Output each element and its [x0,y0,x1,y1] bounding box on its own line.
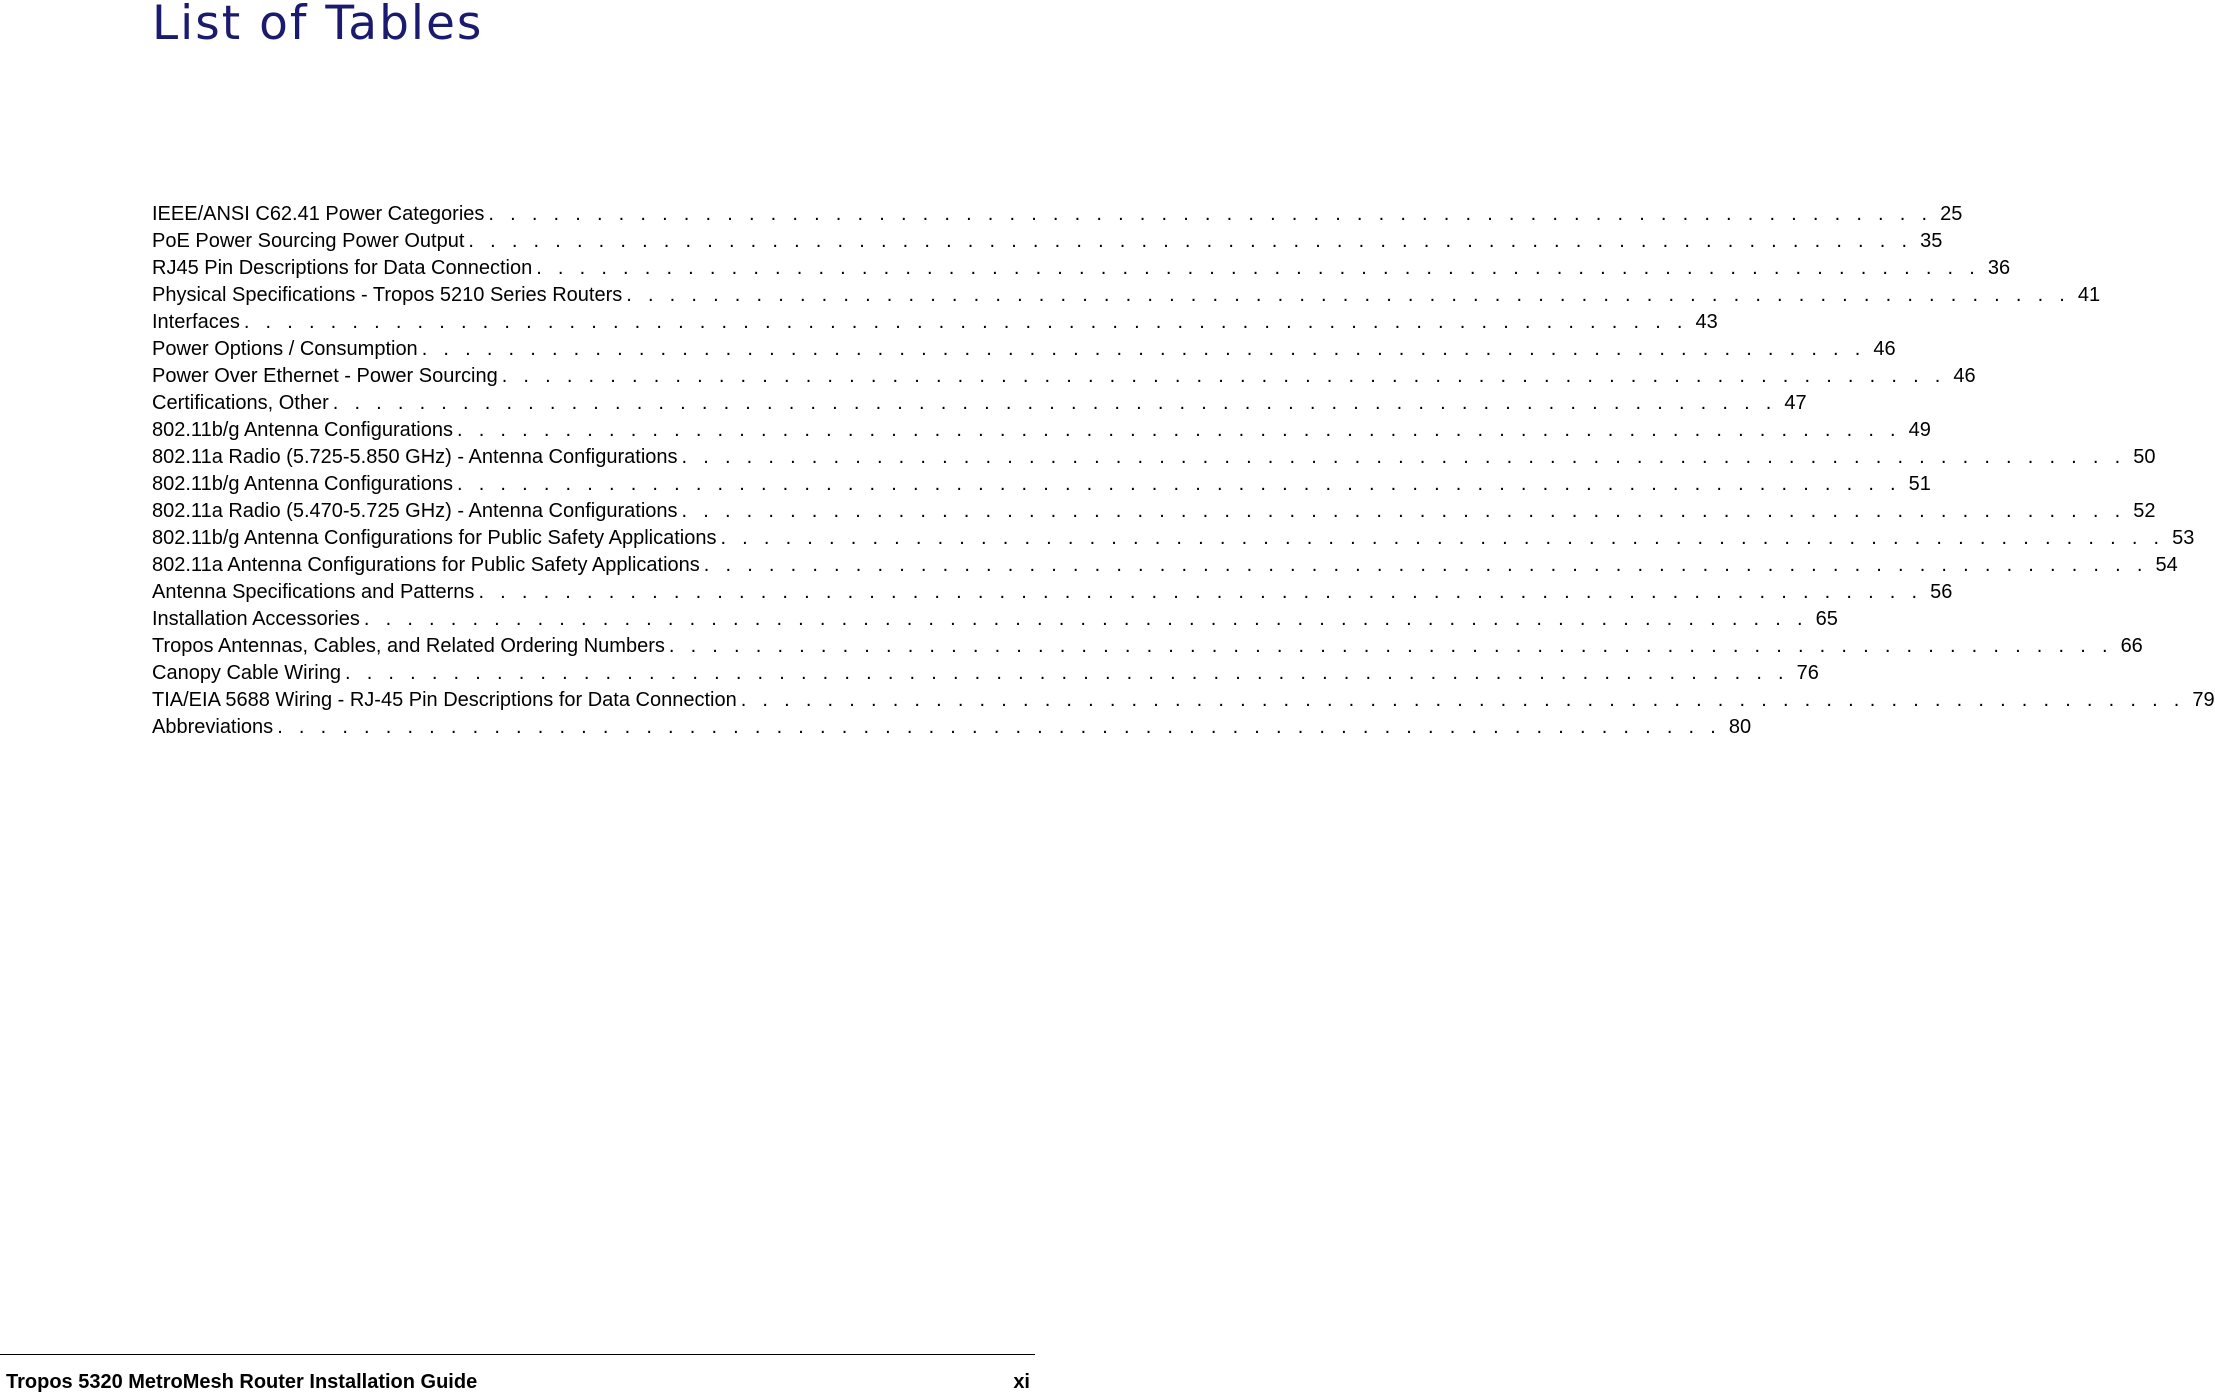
toc-entry-page: 53 [2172,527,2195,549]
toc-dot-leader: . . . . . . . . . . . . . . . . . . . . . . . . . . . . . . . . . . . . . . . . . . . . . . . . . . . . . . . . . . . . . . . . . . . [626,284,2071,306]
toc-dot-leader: . . . . . . . . . . . . . . . . . . . . . . . . . . . . . . . . . . . . . . . . . . . . . . . . . . . . . . . . . . . . . . . . . . . [344,662,1789,684]
toc-entry-title: 802.11a Radio (5.725-5.850 GHz) - Antenna Configurations [152,446,678,468]
toc-entry[interactable] [152,417,1931,444]
toc-entry[interactable] [152,309,1718,336]
toc-entry[interactable] [152,255,2011,282]
toc-entry[interactable] [152,660,1819,687]
toc-dot-leader: . . . . . . . . . . . . . . . . . . . . . . . . . . . . . . . . . . . . . . . . . . . . . . . . . . . . . . . . . . . . . . . . . . . [668,635,2113,657]
toc-entry[interactable] [152,687,2215,714]
toc-entry-title: 802.11b/g Antenna Configurations for Public Safety Applications [152,527,717,549]
footer-document-title: Tropos 5320 MetroMesh Router Installation Guide [6,1371,478,1393]
toc-dot-leader: . . . . . . . . . . . . . . . . . . . . . . . . . . . . . . . . . . . . . . . . . . . . . . . . . . . . . . . . . . . . . . . . . . . [243,311,1688,333]
toc-entry-page: 43 [1695,311,1718,333]
toc-entry-page: 46 [1873,338,1896,360]
toc-entry[interactable] [152,363,1976,390]
toc-entry-page: 51 [1908,473,1931,495]
toc-entry[interactable] [152,525,2195,552]
toc-entry[interactable] [152,444,2156,471]
toc-entry[interactable] [152,714,1752,741]
toc-dot-leader: . . . . . . . . . . . . . . . . . . . . . . . . . . . . . . . . . . . . . . . . . . . . . . . . . . . . . . . . . . . . . . . . . . . [501,365,1946,387]
toc-dot-leader: . . . . . . . . . . . . . . . . . . . . . . . . . . . . . . . . . . . . . . . . . . . . . . . . . . . . . . . . . . . . . . . . . . . [363,608,1808,630]
table-of-contents-list [152,201,2215,741]
toc-dot-leader: . . . . . . . . . . . . . . . . . . . . . . . . . . . . . . . . . . . . . . . . . . . . . . . . . . . . . . . . . . . . . . . . . . . [720,527,2165,549]
toc-entry-page: 52 [2133,500,2156,522]
toc-entry[interactable] [152,228,1943,255]
toc-entry-page: 65 [1815,608,1838,630]
toc-entry-title: TIA/EIA 5688 Wiring - RJ-45 Pin Descriptions for Data Connection [152,689,737,711]
toc-entry-title: Power Options / Consumption [152,338,418,360]
toc-dot-leader: . . . . . . . . . . . . . . . . . . . . . . . . . . . . . . . . . . . . . . . . . . . . . . . . . . . . . . . . . . . . . . . . . . . [478,581,1923,603]
toc-dot-leader: . . . . . . . . . . . . . . . . . . . . . . . . . . . . . . . . . . . . . . . . . . . . . . . . . . . . . . . . . . . . . . . . . . . [536,257,1981,279]
toc-dot-leader: . . . . . . . . . . . . . . . . . . . . . . . . . . . . . . . . . . . . . . . . . . . . . . . . . . . . . . . . . . . . . . . . . . . [456,419,1901,441]
toc-entry-page: 41 [2077,284,2101,306]
toc-entry-page: 79 [2192,689,2215,711]
toc-entry-page: 66 [2120,635,2143,657]
toc-entry-title: Certifications, Other [152,392,329,414]
toc-entry-title: Tropos Antennas, Cables, and Related Ordering Numbers [152,635,665,657]
toc-entry-title: 802.11b/g Antenna Configurations [152,419,453,441]
toc-entry[interactable] [152,633,2143,660]
toc-dot-leader: . . . . . . . . . . . . . . . . . . . . . . . . . . . . . . . . . . . . . . . . . . . . . . . . . . . . . . . . . . . . . . . . . . . [468,230,1913,252]
toc-entry-page: 35 [1920,230,1943,252]
toc-entry-page: 56 [1930,581,1953,603]
footer-page-number: xi [1013,1371,1030,1393]
toc-entry-title: Installation Accessories [152,608,360,630]
toc-entry-page: 49 [1908,419,1931,441]
toc-entry-page: 36 [1987,257,2011,279]
toc-entry[interactable] [152,471,1931,498]
toc-dot-leader: . . . . . . . . . . . . . . . . . . . . . . . . . . . . . . . . . . . . . . . . . . . . . . . . . . . . . . . . . . . . . . . . . . . [456,473,1901,495]
toc-entry[interactable] [152,201,1963,228]
toc-entry[interactable] [152,498,2156,525]
toc-dot-leader: . . . . . . . . . . . . . . . . . . . . . . . . . . . . . . . . . . . . . . . . . . . . . . . . . . . . . . . . . . . . . . . . . . . [681,446,2126,468]
toc-entry-title: PoE Power Sourcing Power Output [152,230,465,252]
toc-entry-title: Power Over Ethernet - Power Sourcing [152,365,498,387]
toc-entry-title: IEEE/ANSI C62.41 Power Categories [152,203,485,225]
page-title: List of Tables [152,0,484,51]
toc-entry-page: 80 [1728,716,1752,738]
toc-entry[interactable] [152,336,1896,363]
footer-divider [0,1354,1035,1355]
toc-entry-page: 76 [1796,662,1819,684]
toc-entry-title: Antenna Specifications and Patterns [152,581,475,603]
toc-entry-page: 46 [1953,365,1976,387]
toc-entry-page: 47 [1784,392,1807,414]
toc-entry-title: 802.11a Radio (5.470-5.725 GHz) - Antenna Configurations [152,500,678,522]
toc-entry-title: Physical Specifications - Tropos 5210 Series Routers [152,284,623,306]
toc-dot-leader: . . . . . . . . . . . . . . . . . . . . . . . . . . . . . . . . . . . . . . . . . . . . . . . . . . . . . . . . . . . . . . . . . . . [421,338,1866,360]
toc-dot-leader: . . . . . . . . . . . . . . . . . . . . . . . . . . . . . . . . . . . . . . . . . . . . . . . . . . . . . . . . . . . . . . . . . . . [332,392,1777,414]
toc-entry-title: Interfaces [152,311,240,333]
toc-dot-leader: . . . . . . . . . . . . . . . . . . . . . . . . . . . . . . . . . . . . . . . . . . . . . . . . . . . . . . . . . . . . . . . . . . . [488,203,1933,225]
toc-entry[interactable] [152,579,1953,606]
toc-entry[interactable] [152,552,2178,579]
toc-entry-title: Canopy Cable Wiring [152,662,341,684]
toc-entry-page: 50 [2133,446,2156,468]
toc-entry-page: 54 [2155,554,2178,576]
toc-entry[interactable] [152,282,2101,309]
toc-entry[interactable] [152,390,1807,417]
toc-dot-leader: . . . . . . . . . . . . . . . . . . . . . . . . . . . . . . . . . . . . . . . . . . . . . . . . . . . . . . . . . . . . . . . . . . . [277,716,1722,738]
toc-entry[interactable] [152,606,1838,633]
toc-entry-title: 802.11b/g Antenna Configurations [152,473,453,495]
toc-dot-leader: . . . . . . . . . . . . . . . . . . . . . . . . . . . . . . . . . . . . . . . . . . . . . . . . . . . . . . . . . . . . . . . . . . . [740,689,2185,711]
toc-entry-title: RJ45 Pin Descriptions for Data Connection [152,257,533,279]
toc-entry-title: 802.11a Antenna Configurations for Public Safety Applications [152,554,700,576]
toc-entry-title: Abbreviations [152,716,274,738]
toc-entry-page: 25 [1940,203,1963,225]
toc-dot-leader: . . . . . . . . . . . . . . . . . . . . . . . . . . . . . . . . . . . . . . . . . . . . . . . . . . . . . . . . . . . . . . . . . . . [703,554,2148,576]
toc-dot-leader: . . . . . . . . . . . . . . . . . . . . . . . . . . . . . . . . . . . . . . . . . . . . . . . . . . . . . . . . . . . . . . . . . . . [681,500,2126,522]
